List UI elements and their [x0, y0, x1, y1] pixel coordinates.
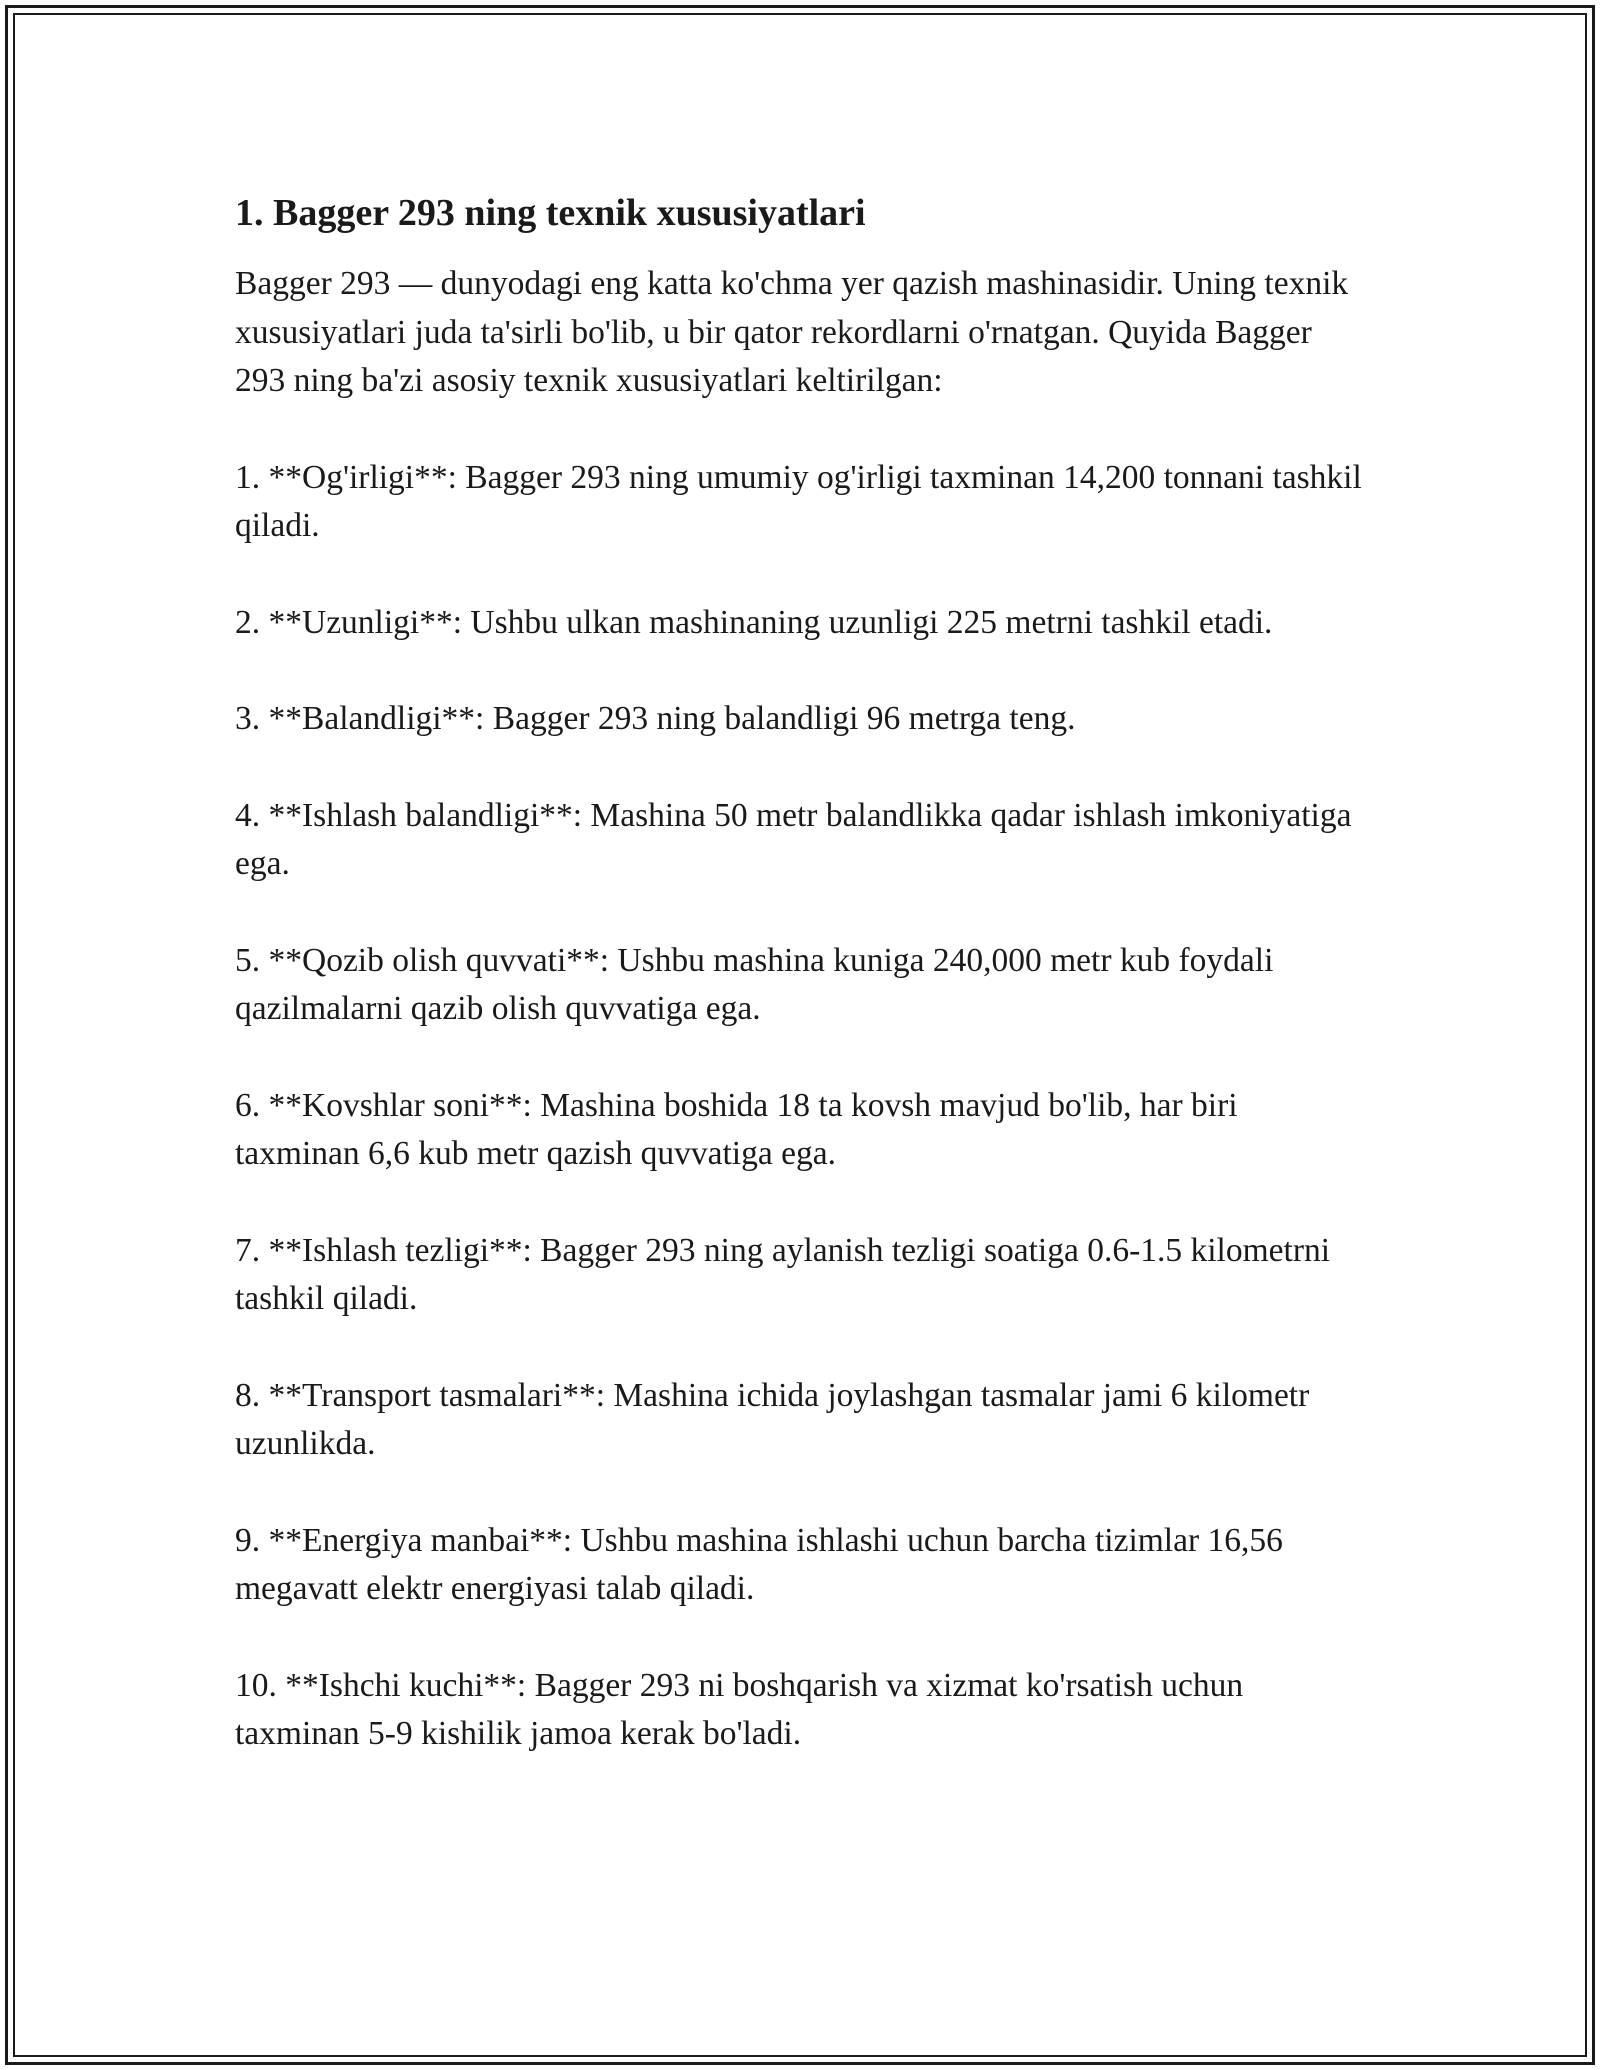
- spec-item-weight: 1. **Og'irligi**: Bagger 293 ning umumiy og'irligi taxminan 14,200 tonnani tashkil qiladi.: [235, 458, 1362, 544]
- spec-item-working-height: 4. **Ishlash balandligi**: Mashina 50 metr balandlikka qadar ishlash imkoniyatiga ega.: [235, 796, 1352, 882]
- spec-item-excavation-capacity: 5. **Qozib olish quvvati**: Ushbu mashina kuniga 240,000 metr kub foydali qazilmalarni qazib olish quvvatiga ega.: [235, 941, 1274, 1027]
- spec-item-speed: 7. **Ishlash tezligi**: Bagger 293 ning aylanish tezligi soatiga 0.6-1.5 kilometrni tashkil qiladi.: [235, 1231, 1331, 1317]
- spec-item-height: 3. **Balandligi**: Bagger 293 ning balandligi 96 metrga teng.: [235, 700, 1076, 737]
- spec-item-conveyor-belts: 8. **Transport tasmalari**: Mashina ichida joylashgan tasmalar jami 6 kilometr uzunlikda.: [235, 1376, 1310, 1462]
- intro-paragraph: Bagger 293 — dunyodagi eng katta ko'chma yer qazish mashinasidir. Uning texnik xususiyatlari juda ta'sirli bo'lib, u bir qator rekordlarni o'rnatgan. Quyida Bagger 293 ning ba'zi asosiy texnik xususiyatlari keltirilgan:: [235, 265, 1349, 399]
- document-body: [235, 188, 1370, 1807]
- section-heading: 1. Bagger 293 ning texnik xususiyatlari: [235, 192, 866, 234]
- spec-item-crew: 10. **Ishchi kuchi**: Bagger 293 ni boshqarish va xizmat ko'rsatish uchun taxminan 5-9 kishilik jamoa kerak bo'ladi.: [235, 1666, 1244, 1752]
- spec-item-bucket-count: 6. **Kovshlar soni**: Mashina boshida 18 ta kovsh mavjud bo'lib, har biri taxminan 6,6 kub metr qazish quvvatiga ega.: [235, 1086, 1238, 1172]
- spec-item-power-source: 9. **Energiya manbai**: Ushbu mashina ishlashi uchun barcha tizimlar 16,56 megavatt elektr energiyasi talab qiladi.: [235, 1521, 1283, 1607]
- spec-item-length: 2. **Uzunligi**: Ushbu ulkan mashinaning uzunligi 225 metrni tashkil etadi.: [235, 603, 1273, 641]
